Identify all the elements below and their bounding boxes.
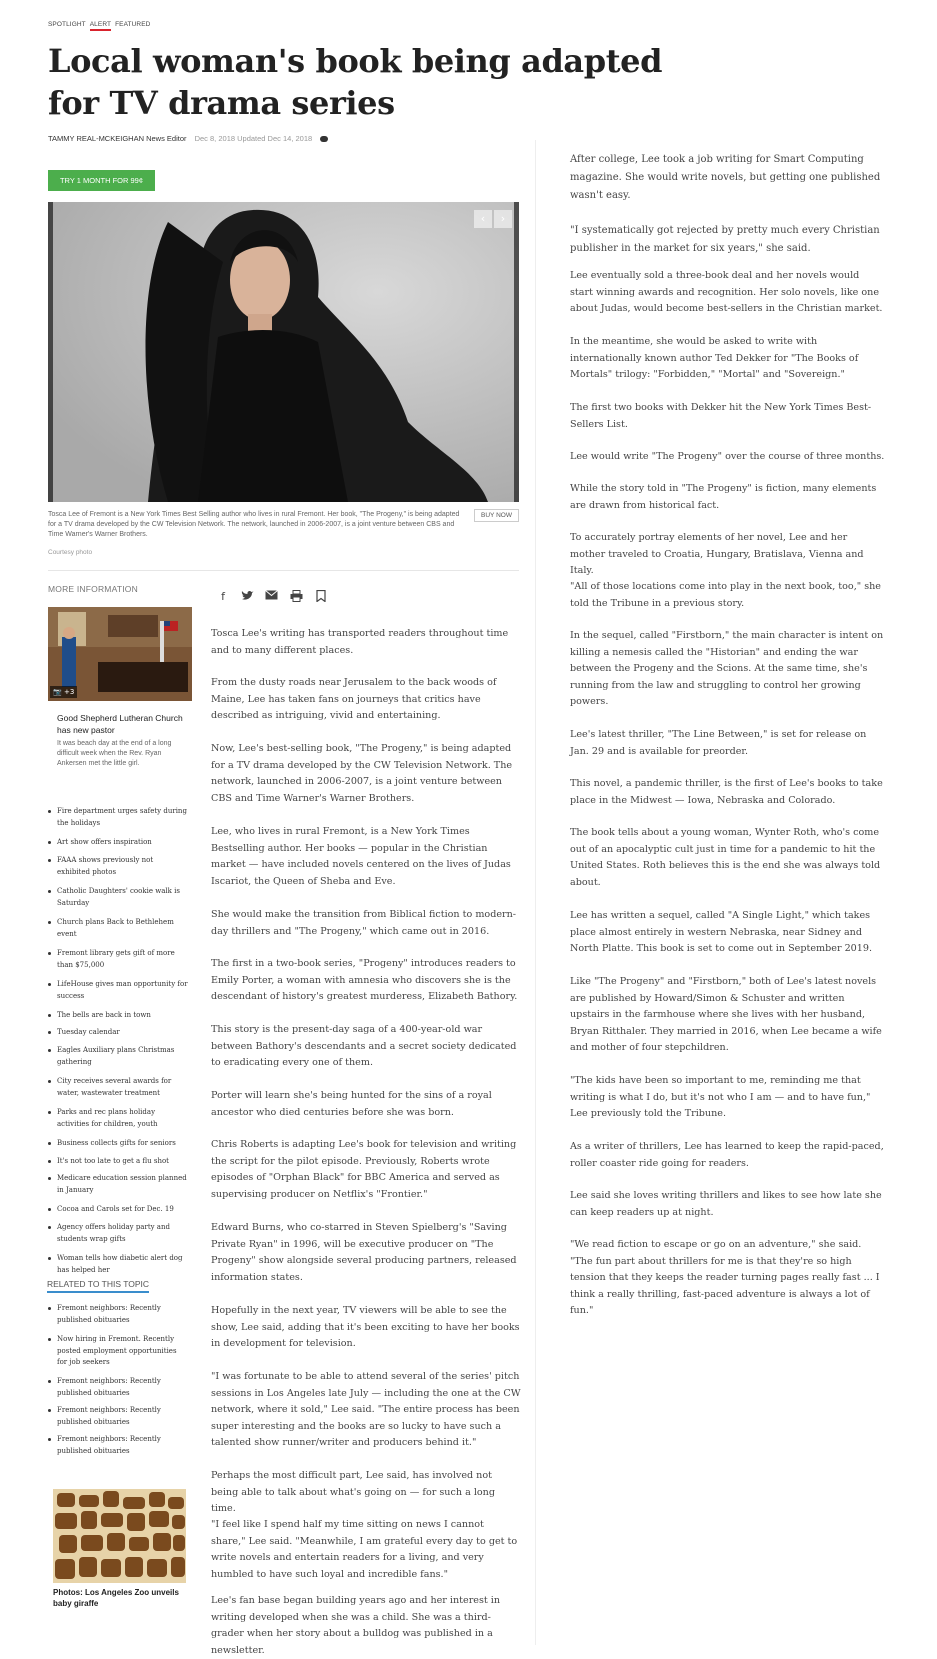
- article-paragraph: Now, Lee's best-selling book, "The Progeny," is being adapted for a TV drama developed by the CW Television Network. The network, launched in 2006-2007, is a joint venture between CBS and Time Warner's Warner Brothers.: [211, 743, 513, 804]
- list-item[interactable]: Agency offers holiday party and students wrap gifts: [48, 1222, 188, 1245]
- article-paragraph: As a writer of thrillers, Lee has learned to keep the rapid-paced, roller coaster ride going for readers.: [570, 1141, 884, 1169]
- article-paragraph: After college, Lee took a job writing for Smart Computing magazine. She would write novels, but getting one published wasn't easy.: [570, 154, 881, 202]
- list-item[interactable]: Tuesday calendar: [48, 1027, 188, 1039]
- related-topic-heading: RELATED TO THIS TOPIC: [47, 1279, 149, 1293]
- buy-now-button[interactable]: BUY NOW: [474, 509, 519, 522]
- article-paragraph: "All of those locations come into play in the next book, too," she told the Tribune in a previous story.: [570, 581, 881, 609]
- chevron-left-icon: ‹: [480, 212, 486, 225]
- article-paragraph: To accurately portray elements of her novel, Lee and her mother traveled to Croatia, Hungary, Bratislava, Vienna and Italy.: [570, 532, 864, 576]
- article-paragraph: The first in a two-book series, "Progeny" introduces readers to Emily Porter, a woman with amnesia who discovers she is the descendant of history's greatest murderess, Elizabeth Bathory.: [211, 958, 518, 1002]
- list-item[interactable]: City receives several awards for water, wastewater treatment: [48, 1076, 188, 1099]
- main-photo[interactable]: [48, 202, 519, 502]
- tag-spotlight[interactable]: SPOTLIGHT: [48, 21, 86, 28]
- article-paragraph: She would make the transition from Biblical fiction to modern-day thrillers and "The Progeny," which came out in 2016.: [211, 909, 517, 937]
- list-item[interactable]: It's not too late to get a flu shot: [48, 1156, 188, 1168]
- bookmark-icon[interactable]: [314, 590, 328, 604]
- article-paragraph: This novel, a pandemic thriller, is the first of Lee's books to take place in the Midwest — Iowa, Nebraska and Colorado.: [570, 778, 883, 806]
- featured-story-title[interactable]: Good Shepherd Lutheran Church has new pastor: [57, 713, 183, 735]
- article-paragraph: Lee said she loves writing thrillers and likes to see how late she can keep readers up at night.: [570, 1190, 882, 1218]
- list-item[interactable]: Fremont neighbors: Recently published obituaries: [48, 1434, 188, 1457]
- article-paragraph: "We read fiction to escape or go on an adventure," she said. "The fun part about thrillers for me is that they're so high tension that they keeps the reader turning pages really fast ... I think a really thrilling, fast-paced adventure is always a lot of fun.": [570, 1239, 880, 1316]
- facebook-icon[interactable]: f: [221, 590, 225, 603]
- list-item[interactable]: Cocoa and Carols set for Dec. 19: [48, 1204, 188, 1216]
- email-icon[interactable]: [264, 590, 278, 604]
- list-item[interactable]: Eagles Auxiliary plans Christmas gathering: [48, 1045, 188, 1068]
- tag-featured[interactable]: FEATURED: [115, 21, 151, 28]
- print-icon[interactable]: [289, 590, 303, 604]
- article-paragraph: In the meantime, she would be asked to write with internationally known author Ted Dekker for "The Books of Mortals" trilogy: "Forbidden," "Mortal" and "Sovereign.": [570, 336, 859, 380]
- gallery-next-button[interactable]: [494, 210, 512, 228]
- article-paragraph: In the sequel, called "Firstborn," the main character is intent on killing a nemesis called the "Historian" and ending the war between the Progeny and the Scions. At the same time, she's running from the law and struggling to control her growing powers.: [570, 630, 884, 707]
- article-paragraph: "I systematically got rejected by pretty much every Christian publisher in the market for six years," she said.: [570, 225, 880, 255]
- portrait-image: [48, 202, 519, 502]
- giraffe-photo: [53, 1489, 186, 1583]
- article-paragraph: From the dusty roads near Jerusalem to the back woods of Maine, Lee has taken fans on journeys that critics have described as intriguing, vivid and entertaining.: [211, 677, 497, 721]
- article-paragraph: Lee has written a sequel, called "A Single Light," which takes place almost entirely in western Nebraska, near Sidney and North Platte. This book is set to come out in September 2019.: [570, 910, 873, 954]
- tag-alert[interactable]: ALERT: [90, 21, 111, 31]
- article-paragraph: The book tells about a young woman, Wynter Roth, who's come out of an apocalyptic cult just in time for a pandemic to hit the United States. Roth believes this is the end she was always told about.: [570, 827, 881, 888]
- list-item[interactable]: Church plans Back to Bethlehem event: [48, 917, 188, 940]
- list-item[interactable]: Fire department urges safety during the holidays: [48, 806, 188, 829]
- photo-credit: Courtesy photo: [48, 549, 93, 556]
- list-item[interactable]: Woman tells how diabetic alert dog has helped her: [48, 1253, 188, 1276]
- section-tags: [48, 21, 154, 28]
- list-item[interactable]: Art show offers inspiration: [48, 837, 188, 849]
- article-paragraph: "I feel like I spend half my time sitting on news I cannot share," Lee said. "Meanwhile, I am grateful every day to get to write novels and entertain readers for a living, and very humbled to have such loyal and incredible fans.": [211, 1519, 518, 1580]
- author-name[interactable]: TAMMY REAL-MCKEIGHAN News Editor: [48, 134, 187, 143]
- byline: [48, 134, 328, 143]
- giraffe-thumbnail[interactable]: [53, 1489, 186, 1583]
- article-paragraph: "I was fortunate to be able to attend several of the series' pitch sessions in Los Angeles late July — including the one at the CW network, where it sold," Lee said. "The entire process has been super interesting and the books are so lucky to have such a talented show runner/writer and producers behind it.": [211, 1371, 521, 1448]
- article-paragraph: Hopefully in the next year, TV viewers will be able to see the show, Lee said, adding that it's been exciting to have her books in development for television.: [211, 1305, 520, 1349]
- article-paragraph: This story is the present-day saga of a 400-year-old war between Bathory's descendants and a secret society dedicated to eradicating every one of them.: [211, 1024, 517, 1068]
- gallery-caption[interactable]: Photos: Los Angeles Zoo unveils baby giraffe: [53, 1588, 179, 1608]
- list-item[interactable]: Parks and rec plans holiday activities for children, youth: [48, 1107, 188, 1130]
- article-paragraph: Lee, who lives in rural Fremont, is a New York Times Bestselling author. Her books — popular in the Christian market — have included novels centered on the lives of Judas Iscariot, the Queen of Sheba and Eve.: [211, 826, 511, 887]
- headline: Local woman's book being adapted for TV drama series: [48, 42, 663, 122]
- list-item[interactable]: LifeHouse gives man opportunity for success: [48, 979, 188, 1002]
- twitter-icon[interactable]: [240, 590, 254, 604]
- list-item[interactable]: Business collects gifts for seniors: [48, 1138, 188, 1150]
- list-item[interactable]: Medicare education session planned in January: [48, 1173, 188, 1196]
- article-paragraph: Edward Burns, who co-starred in Steven Spielberg's "Saving Private Ryan" in 1996, will be executive producer on "The Progeny" show alongside several producing partners, released information states.: [211, 1222, 517, 1283]
- article-paragraph: Like "The Progeny" and "Firstborn," both of Lee's latest novels are published by Howard/Simon & Schuster and written upstairs in the farmhouse where she lives with her husband, Bryan Ritthaler. They married in 2016, when Lee became a wife and mother of four stepchildren.: [570, 976, 882, 1053]
- list-item[interactable]: FAAA shows previously not exhibited photos: [48, 855, 188, 878]
- article-paragraph: Porter will learn she's being hunted for the sins of a royal ancestor who died centuries before she was born.: [211, 1090, 492, 1118]
- gallery-prev-button[interactable]: [474, 210, 492, 228]
- subscribe-trial-button[interactable]: TRY 1 MONTH FOR 99¢: [48, 170, 155, 191]
- article-paragraph: Lee eventually sold a three-book deal and her novels would start winning awards and recognition. Her solo novels, like one about Judas, would become best-sellers in the Christian market.: [570, 270, 883, 314]
- section-divider: [48, 570, 519, 571]
- list-item[interactable]: The bells are back in town: [48, 1010, 188, 1022]
- article-paragraph: Lee's latest thriller, "The Line Between," is set for release on Jan. 29 and is available for preorder.: [570, 729, 867, 757]
- more-information-heading: MORE INFORMATION: [48, 584, 138, 594]
- article-paragraph: Chris Roberts is adapting Lee's book for television and writing the script for the pilot episode. Previously, Roberts wrote episodes of "Orphan Black" for BBC America and served as supervising producer on Netflix's "Frontier.": [211, 1139, 517, 1200]
- chevron-right-icon: ›: [500, 212, 506, 225]
- article-paragraph: Lee would write "The Progeny" over the course of three months.: [570, 451, 885, 462]
- article-paragraph: "The kids have been so important to me, reminding me that writing is what I do, but it's not who I am — and to have fun," Lee previously told the Tribune.: [570, 1075, 871, 1119]
- column-divider: [535, 140, 536, 1645]
- article-paragraph: The first two books with Dekker hit the New York Times Best-Sellers List.: [570, 402, 872, 430]
- list-item[interactable]: Fremont neighbors: Recently published obituaries: [48, 1405, 188, 1428]
- article-paragraph: Lee's fan base began building years ago and her interest in writing developed when she was a child. She was a third-grader when her story about a bulldog was published in a newsletter.: [211, 1595, 501, 1656]
- article-paragraph: Perhaps the most difficult part, Lee said, has involved not being able to talk about what's going on — for such a long time.: [211, 1470, 495, 1514]
- article-paragraph: While the story told in "The Progeny" is fiction, many elements are drawn from historical fact.: [570, 483, 877, 511]
- publish-dates: Dec 8, 2018 Updated Dec 14, 2018: [194, 134, 313, 143]
- list-item[interactable]: Fremont neighbors: Recently published obituaries: [48, 1303, 188, 1326]
- list-item[interactable]: Catholic Daughters' cookie walk is Saturday: [48, 886, 188, 909]
- featured-story-description: It was beach day at the end of a long difficult week when the Rev. Ryan Ankersen met the little girl.: [57, 740, 172, 767]
- list-item[interactable]: Fremont neighbors: Recently published obituaries: [48, 1376, 188, 1399]
- photo-caption: Tosca Lee of Fremont is a New York Times Best Selling author who lives in rural Fremont. Her book, "The Progeny," is being adapted for a TV drama developed by the CW Television Network. The network, launched in 2006-2007, is a joint venture between CBS and Time Warner's Warner Brothers.: [48, 511, 460, 538]
- article-paragraph: Tosca Lee's writing has transported readers throughout time and to many different places.: [211, 628, 509, 656]
- photo-count-badge: 📷 +3: [50, 686, 77, 698]
- comment-icon[interactable]: [320, 136, 328, 142]
- camera-icon: 📷: [53, 688, 64, 696]
- list-item[interactable]: Fremont library gets gift of more than $75,000: [48, 948, 188, 971]
- list-item[interactable]: Now hiring in Fremont. Recently posted employment opportunities for job seekers: [48, 1334, 188, 1369]
